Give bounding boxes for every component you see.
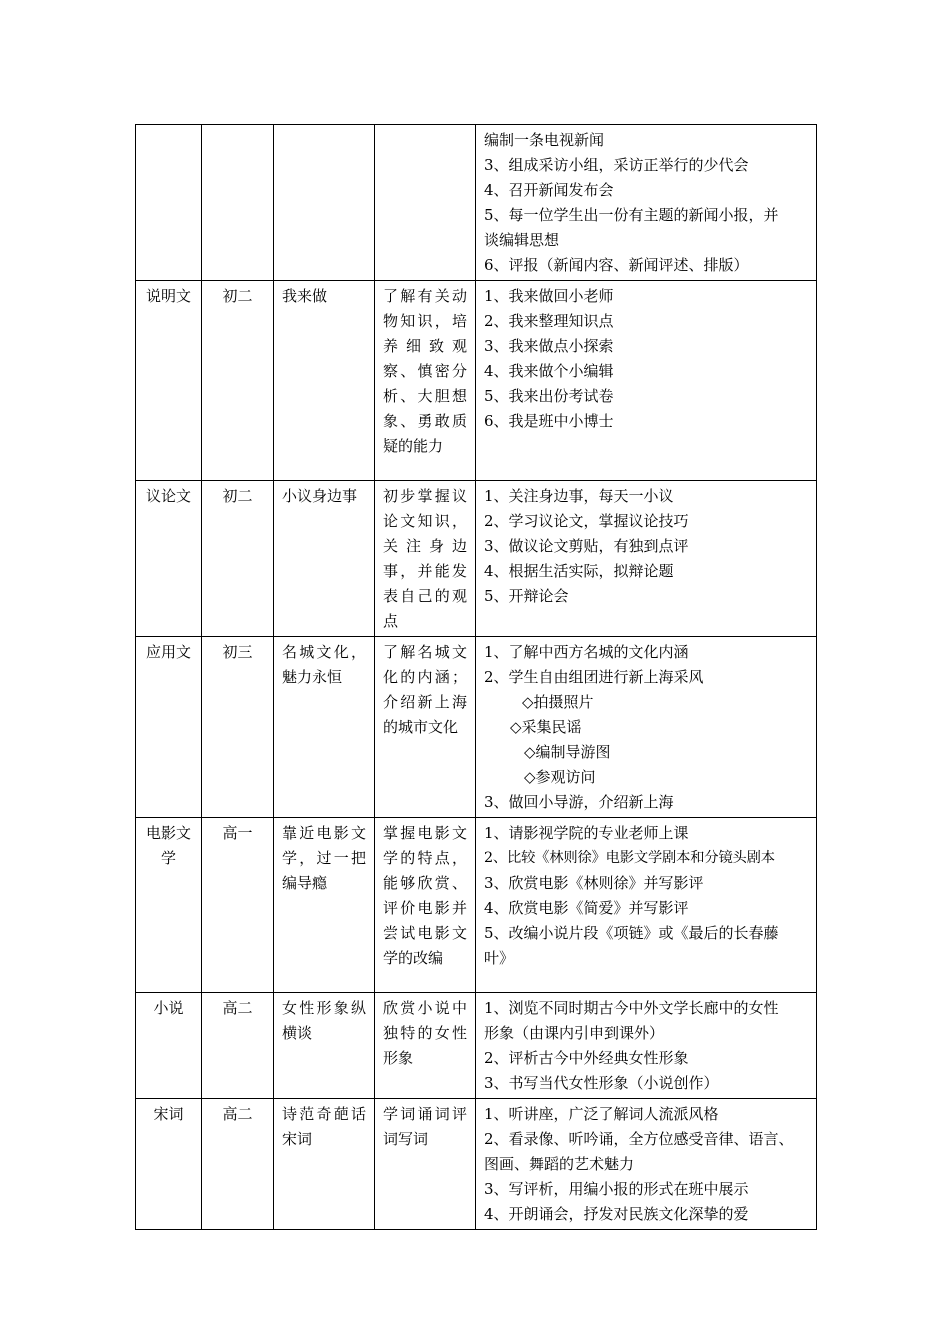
- grade-cell: 初二: [202, 481, 274, 637]
- activity-line: 5、我来出份考试卷: [484, 387, 614, 405]
- activity-line: 谈编辑思想: [484, 231, 560, 249]
- activities-cell: [476, 281, 817, 481]
- theme-cell: 我来做: [274, 281, 375, 481]
- activity-subitem: ◇拍摄照片: [522, 693, 594, 711]
- activity-line: 形象（由课内引申到课外）: [484, 1024, 665, 1042]
- table-row: [136, 481, 817, 637]
- table-row: [136, 818, 817, 993]
- activity-line: 3、我来做点小探索: [484, 337, 614, 355]
- activity-line: 4、欣赏电影《简爱》并写影评: [484, 899, 689, 917]
- theme-cell: 女性形象纵横谈: [274, 993, 375, 1099]
- table-row: [136, 125, 817, 281]
- activity-line: 3、写评析，用编小报的形式在班中展示: [484, 1180, 749, 1198]
- goal-cell: 掌握电影文学的特点，能够欣赏、评价电影并尝试电影文学的改编: [375, 818, 476, 993]
- activity-line: 1、我来做回小老师: [484, 287, 614, 305]
- activity-plan-table: [135, 124, 817, 1230]
- grade-cell: 高二: [202, 1099, 274, 1230]
- grade-cell: 初二: [202, 281, 274, 481]
- activity-line: 4、我来做个小编辑: [484, 362, 614, 380]
- goal-cell: 了解名城文化的内涵；介绍新上海的城市文化: [375, 637, 476, 818]
- activity-line: 2、我来整理知识点: [484, 312, 614, 330]
- activities-cell: [476, 481, 817, 637]
- activity-line: 图画、舞蹈的艺术魅力: [484, 1155, 635, 1173]
- activity-line: 5、改编小说片段《项链》或《最后的长春藤: [484, 924, 779, 942]
- activity-line: 6、评报（新闻内容、新闻评述、排版）: [484, 256, 749, 274]
- activities-cell: [476, 1099, 817, 1230]
- activities-cell: [476, 993, 817, 1099]
- table-row: [136, 281, 817, 481]
- activity-line: 1、听讲座，广泛了解词人流派风格: [484, 1105, 719, 1123]
- activity-line: 5、开辩论会: [484, 587, 569, 605]
- activity-line: 3、组成采访小组，采访正举行的少代会: [484, 156, 749, 174]
- genre-cell: 应用文: [136, 637, 202, 818]
- activity-subitem: ◇编制导游图: [524, 743, 611, 761]
- activity-line: 1、浏览不同时期古今中外文学长廊中的女性: [484, 999, 779, 1017]
- activity-line: 4、根据生活实际，拟辩论题: [484, 562, 674, 580]
- activity-line: 3、做议论文剪贴，有独到点评: [484, 537, 689, 555]
- activity-line: 5、每一位学生出一份有主题的新闻小报，并: [484, 206, 779, 224]
- table-row: [136, 637, 817, 818]
- table-row: [136, 1099, 817, 1230]
- activity-line: 1、了解中西方名城的文化内涵: [484, 643, 689, 661]
- activity-line: 编制一条电视新闻: [484, 131, 605, 149]
- activity-line: 2、学习议论文，掌握议论技巧: [484, 512, 689, 530]
- activity-subitem: ◇采集民谣: [510, 718, 582, 736]
- grade-cell: 高一: [202, 818, 274, 993]
- activity-subitem: ◇参观访问: [524, 768, 596, 786]
- genre-cell: 说明文: [136, 281, 202, 481]
- goal-cell: 欣赏小说中独特的女性形象: [375, 993, 476, 1099]
- activity-line: 2、比较《林则徐》电影文学剧本和分镜头剧本: [484, 850, 775, 866]
- activity-line: 1、请影视学院的专业老师上课: [484, 824, 689, 842]
- grade-cell: 高二: [202, 993, 274, 1099]
- theme-cell: 名城文化，魅力永恒: [274, 637, 375, 818]
- grade-cell: 初三: [202, 637, 274, 818]
- theme-cell: 小议身边事: [274, 481, 375, 637]
- activities-cell: [476, 818, 817, 993]
- goal-cell: 初步掌握议论文知识，关注身边事，并能发表自己的观点: [375, 481, 476, 637]
- genre-cell: 宋词: [136, 1099, 202, 1230]
- activity-line: 2、评析古今中外经典女性形象: [484, 1049, 689, 1067]
- goal-cell: [375, 125, 476, 281]
- grade-cell: [202, 125, 274, 281]
- activities-cell: [476, 637, 817, 818]
- activity-line: 4、开朗诵会，抒发对民族文化深挚的爱: [484, 1205, 749, 1223]
- genre-cell: 小说: [136, 993, 202, 1099]
- activity-line: 3、欣赏电影《林则徐》并写影评: [484, 874, 704, 892]
- goal-cell: 了解有关动物知识，培养细致观察、慎密分析、大胆想象、勇敢质疑的能力: [375, 281, 476, 481]
- activity-line: 6、我是班中小博士: [484, 412, 614, 430]
- goal-cell: 学词诵词评词写词: [375, 1099, 476, 1230]
- activity-line: 2、看录像、听吟诵，全方位感受音律、语言、: [484, 1130, 794, 1148]
- genre-cell: 电影文学: [136, 818, 202, 993]
- genre-cell: 议论文: [136, 481, 202, 637]
- activity-line: 1、关注身边事，每天一小议: [484, 487, 674, 505]
- theme-cell: [274, 125, 375, 281]
- theme-cell: 诗范奇葩话宋词: [274, 1099, 375, 1230]
- activity-line: 4、召开新闻发布会: [484, 181, 614, 199]
- table-row: [136, 993, 817, 1099]
- theme-cell: 靠近电影文学，过一把编导瘾: [274, 818, 375, 993]
- activities-cell: [476, 125, 817, 281]
- genre-cell: [136, 125, 202, 281]
- activity-line: 叶》: [484, 949, 515, 967]
- activity-line: 2、学生自由组团进行新上海采风: [484, 668, 704, 686]
- activity-line: 3、做回小导游，介绍新上海: [484, 793, 674, 811]
- activity-line: 3、书写当代女性形象（小说创作）: [484, 1074, 719, 1092]
